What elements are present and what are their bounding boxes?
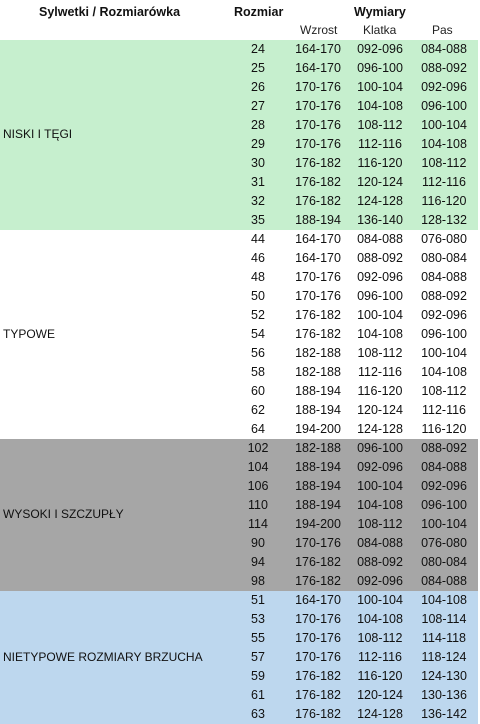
pas-cell: 100-104 [421, 346, 467, 360]
header-pas: Pas [432, 23, 453, 37]
table-row [0, 325, 478, 344]
wzrost-cell: 176-182 [295, 156, 341, 170]
size-cell: 104 [247, 460, 269, 474]
table-row [0, 249, 478, 268]
wzrost-cell: 170-176 [295, 137, 341, 151]
klatka-cell: 092-096 [357, 460, 403, 474]
wzrost-cell: 170-176 [295, 270, 341, 284]
klatka-cell: 088-092 [357, 555, 403, 569]
table-row [0, 648, 478, 667]
group-label: NISKI I TĘGI [3, 127, 73, 141]
klatka-cell: 112-116 [357, 137, 403, 151]
klatka-cell: 136-140 [357, 213, 403, 227]
pas-cell: 084-088 [421, 574, 467, 588]
header-sylwetki: Sylwetki / Rozmiarówka [39, 5, 181, 19]
wzrost-cell: 194-200 [295, 422, 341, 436]
table-row [0, 553, 478, 572]
header-wymiary: Wymiary [354, 5, 406, 19]
pas-cell: 112-116 [421, 403, 467, 417]
pas-cell: 080-084 [421, 555, 467, 569]
klatka-cell: 096-100 [357, 289, 403, 303]
pas-cell: 084-088 [421, 460, 467, 474]
table-row [0, 211, 478, 230]
klatka-cell: 092-096 [357, 574, 403, 588]
table-row [0, 401, 478, 420]
klatka-cell: 100-104 [357, 80, 403, 94]
header-wzrost: Wzrost [300, 23, 338, 37]
pas-cell: 096-100 [421, 99, 467, 113]
klatka-cell: 092-096 [357, 42, 403, 56]
pas-cell: 088-092 [421, 441, 467, 455]
size-cell: 63 [251, 707, 265, 721]
size-cell: 48 [251, 270, 265, 284]
klatka-cell: 084-088 [357, 232, 403, 246]
table-row [0, 78, 478, 97]
wzrost-cell: 170-176 [295, 99, 341, 113]
size-cell: 28 [251, 118, 265, 132]
table-row [0, 705, 478, 724]
table-row [0, 268, 478, 287]
klatka-cell: 100-104 [357, 308, 403, 322]
size-cell: 60 [251, 384, 265, 398]
group-1 [0, 230, 478, 439]
wzrost-cell: 176-182 [295, 669, 341, 683]
table-row [0, 439, 478, 458]
table-row [0, 135, 478, 154]
size-cell: 61 [251, 688, 265, 702]
klatka-cell: 108-112 [357, 118, 403, 132]
klatka-cell: 100-104 [357, 479, 403, 493]
klatka-cell: 084-088 [357, 536, 403, 550]
header-rozmiar: Rozmiar [234, 5, 284, 19]
pas-cell: 084-088 [421, 270, 467, 284]
table-row [0, 458, 478, 477]
size-cell: 50 [251, 289, 265, 303]
pas-cell: 104-108 [421, 137, 467, 151]
wzrost-cell: 194-200 [295, 517, 341, 531]
pas-cell: 116-120 [421, 194, 467, 208]
table-row [0, 610, 478, 629]
table-row [0, 154, 478, 173]
pas-cell: 084-088 [421, 42, 467, 56]
pas-cell: 092-096 [421, 308, 467, 322]
pas-cell: 136-142 [421, 707, 467, 721]
pas-cell: 080-084 [421, 251, 467, 265]
size-cell: 24 [251, 42, 265, 56]
klatka-cell: 120-124 [357, 403, 403, 417]
size-cell: 59 [251, 669, 265, 683]
pas-cell: 112-116 [421, 175, 467, 189]
pas-cell: 114-118 [421, 631, 467, 645]
table-row [0, 667, 478, 686]
wzrost-cell: 176-182 [295, 574, 341, 588]
size-cell: 56 [251, 346, 265, 360]
klatka-cell: 108-112 [357, 346, 403, 360]
klatka-cell: 120-124 [357, 688, 403, 702]
table-row [0, 230, 478, 249]
size-cell: 58 [251, 365, 265, 379]
wzrost-cell: 176-182 [295, 194, 341, 208]
wzrost-cell: 176-182 [295, 308, 341, 322]
group-3 [0, 591, 478, 724]
table-row [0, 116, 478, 135]
table-row [0, 686, 478, 705]
pas-cell: 104-108 [421, 593, 467, 607]
table-row [0, 287, 478, 306]
klatka-cell: 100-104 [357, 593, 403, 607]
wzrost-cell: 164-170 [295, 593, 341, 607]
table-row [0, 629, 478, 648]
wzrost-cell: 188-194 [295, 213, 341, 227]
table-row [0, 192, 478, 211]
table-row [0, 534, 478, 553]
wzrost-cell: 188-194 [295, 460, 341, 474]
klatka-cell: 092-096 [357, 270, 403, 284]
pas-cell: 108-112 [421, 384, 467, 398]
wzrost-cell: 188-194 [295, 479, 341, 493]
pas-cell: 092-096 [421, 80, 467, 94]
size-cell: 51 [251, 593, 265, 607]
wzrost-cell: 170-176 [295, 650, 341, 664]
klatka-cell: 112-116 [357, 650, 403, 664]
wzrost-cell: 176-182 [295, 555, 341, 569]
table-row [0, 591, 478, 610]
klatka-cell: 104-108 [357, 498, 403, 512]
table-row [0, 59, 478, 78]
header-klatka: Klatka [363, 23, 397, 37]
size-cell: 98 [251, 574, 265, 588]
wzrost-cell: 170-176 [295, 80, 341, 94]
group-label: WYSOKI I SZCZUPŁY [3, 507, 124, 521]
klatka-cell: 116-120 [357, 669, 403, 683]
size-cell: 44 [251, 232, 265, 246]
klatka-cell: 124-128 [357, 422, 403, 436]
pas-cell: 100-104 [421, 118, 467, 132]
size-cell: 57 [251, 650, 265, 664]
size-cell: 30 [251, 156, 265, 170]
table-row [0, 515, 478, 534]
size-cell: 64 [251, 422, 265, 436]
klatka-cell: 116-120 [357, 156, 403, 170]
pas-cell: 118-124 [421, 650, 467, 664]
table-row [0, 496, 478, 515]
pas-cell: 100-104 [421, 517, 467, 531]
table-row [0, 173, 478, 192]
klatka-cell: 112-116 [357, 365, 403, 379]
group-label: NIETYPOWE ROZMIARY BRZUCHA [3, 649, 203, 664]
wzrost-cell: 176-182 [295, 175, 341, 189]
table-row [0, 306, 478, 325]
wzrost-cell: 182-188 [295, 346, 341, 360]
size-cell: 25 [251, 61, 265, 75]
wzrost-cell: 176-182 [295, 688, 341, 702]
size-cell: 52 [251, 308, 265, 322]
pas-cell: 108-112 [421, 156, 467, 170]
table-row [0, 40, 478, 59]
klatka-cell: 108-112 [357, 517, 403, 531]
table-row [0, 363, 478, 382]
wzrost-cell: 176-182 [295, 707, 341, 721]
size-cell: 94 [251, 555, 265, 569]
pas-cell: 104-108 [421, 365, 467, 379]
wzrost-cell: 182-188 [295, 441, 341, 455]
klatka-cell: 096-100 [357, 61, 403, 75]
size-cell: 27 [251, 99, 265, 113]
size-cell: 110 [248, 498, 268, 512]
wzrost-cell: 164-170 [295, 232, 341, 246]
klatka-cell: 108-112 [357, 631, 403, 645]
wzrost-cell: 170-176 [295, 631, 341, 645]
size-cell: 31 [251, 175, 265, 189]
size-cell: 102 [247, 441, 269, 455]
size-cell: 26 [251, 80, 265, 94]
wzrost-cell: 164-170 [295, 251, 341, 265]
wzrost-cell: 170-176 [295, 612, 341, 626]
size-cell: 90 [251, 536, 265, 550]
group-label: TYPOWE [3, 326, 56, 341]
table-row [0, 420, 478, 439]
wzrost-cell: 176-182 [295, 327, 341, 341]
size-cell: 55 [251, 631, 265, 645]
wzrost-cell: 182-188 [295, 365, 341, 379]
klatka-cell: 088-092 [357, 251, 403, 265]
table-row [0, 382, 478, 401]
pas-cell: 076-080 [421, 536, 467, 550]
size-cell: 114 [248, 517, 268, 531]
table-row [0, 572, 478, 591]
pas-cell: 116-120 [421, 422, 467, 436]
size-cell: 32 [251, 194, 265, 208]
group-2 [0, 439, 478, 591]
pas-cell: 088-092 [421, 61, 467, 75]
pas-cell: 108-114 [421, 612, 467, 626]
klatka-cell: 120-124 [357, 175, 403, 189]
table-row [0, 477, 478, 496]
klatka-cell: 096-100 [357, 441, 403, 455]
klatka-cell: 116-120 [357, 384, 403, 398]
wzrost-cell: 170-176 [295, 536, 341, 550]
size-cell: 35 [251, 213, 265, 227]
pas-cell: 130-136 [421, 688, 467, 702]
table-row [0, 344, 478, 363]
pas-cell: 128-132 [421, 213, 467, 227]
klatka-cell: 124-128 [357, 707, 403, 721]
pas-cell: 092-096 [421, 479, 467, 493]
klatka-cell: 104-108 [357, 99, 403, 113]
wzrost-cell: 188-194 [295, 498, 341, 512]
pas-cell: 096-100 [421, 327, 467, 341]
wzrost-cell: 188-194 [295, 403, 341, 417]
wzrost-cell: 170-176 [295, 289, 341, 303]
size-cell: 53 [251, 612, 265, 626]
size-cell: 62 [251, 403, 265, 417]
klatka-cell: 104-108 [357, 327, 403, 341]
klatka-cell: 124-128 [357, 194, 403, 208]
wzrost-cell: 170-176 [295, 118, 341, 132]
size-cell: 106 [247, 479, 269, 493]
wzrost-cell: 164-170 [295, 61, 341, 75]
pas-cell: 124-130 [421, 669, 467, 683]
pas-cell: 096-100 [421, 498, 467, 512]
size-cell: 29 [251, 137, 265, 151]
size-cell: 46 [251, 251, 265, 265]
wzrost-cell: 188-194 [295, 384, 341, 398]
pas-cell: 076-080 [421, 232, 467, 246]
wzrost-cell: 164-170 [295, 42, 341, 56]
group-0 [0, 40, 478, 230]
pas-cell: 088-092 [421, 289, 467, 303]
klatka-cell: 104-108 [357, 612, 403, 626]
table-row [0, 97, 478, 116]
size-cell: 54 [251, 327, 265, 341]
